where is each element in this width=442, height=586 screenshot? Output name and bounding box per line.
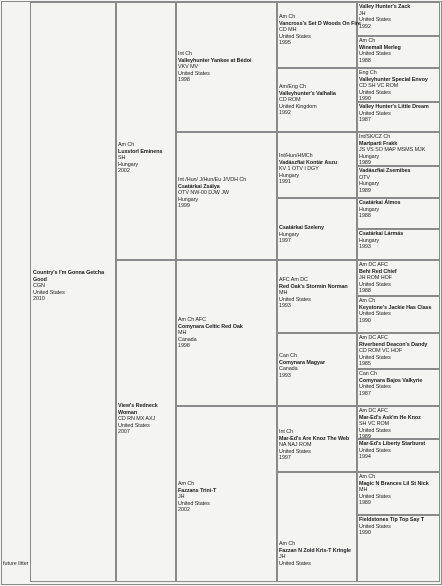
gen2-entry-3-line-3: United States — [178, 500, 210, 507]
gen4-entry-8-line-4: 1988 — [359, 288, 371, 294]
gen4-entry-4 — [359, 134, 425, 167]
dog-entry — [33, 270, 104, 303]
gen2-entry-3-line-2: JH — [178, 494, 185, 500]
gen4-entry-3 — [359, 104, 429, 124]
gen2-entry-2-line-3: Canada — [178, 336, 197, 343]
gen2-entry-1-line-1: Csatárkai Zsálya — [178, 183, 220, 190]
gen4-entry-0-line-1: JH — [359, 10, 366, 17]
gen3-entry-3-line-0: Csatárkai Szeleny — [279, 225, 324, 231]
footer-line-1: future — [3, 561, 17, 567]
gen4-entry-2-line-1: Valleyhunter Special Envoy — [359, 76, 428, 83]
gen4-entry-12 — [359, 408, 421, 441]
gen4-entry-4-line-4: 1989 — [359, 160, 371, 166]
gen4-entry-15-line-0: Fieldstones Tip Top Say T — [359, 517, 425, 523]
gen3-entry-0-line-1: Vancross's Set D Woods On Fire — [279, 20, 361, 27]
gen3-entry-6-line-0: Int Ch — [279, 429, 294, 435]
gen4-entry-7-line-1: Hungary — [359, 237, 380, 244]
gen2-entry-1-line-2: OTV NW-00 DJW JW — [178, 190, 229, 196]
gen4-entry-15-line-2: 1990 — [359, 530, 371, 536]
sire-entry-line-2: SH — [118, 155, 126, 161]
gen3-entry-2 — [279, 153, 337, 186]
gen4-entry-6 — [359, 200, 401, 220]
gen4-entry-14-line-3: United States — [359, 493, 391, 500]
gen4-entry-7-line-0: Csatárkai Lármás — [359, 231, 404, 237]
gen4-entry-1-line-3: 1988 — [359, 57, 371, 64]
gen3-entry-0-line-3: United States — [279, 33, 311, 40]
gen4-entry-9-line-0: Am Ch — [359, 298, 376, 304]
dam-entry-line-2: CD RN MX AXJ — [118, 416, 156, 422]
gen3-entry-0-line-0: Am Ch — [279, 14, 296, 20]
gen4-entry-14-line-0: Am Ch — [359, 474, 376, 480]
gen3-entry-5 — [279, 353, 325, 379]
gen4-entry-5-line-3: 1989 — [359, 187, 371, 194]
gen3-entry-1-line-0: Am/Eng Ch — [279, 84, 307, 90]
sire-entry-line-3: Hungary — [118, 161, 139, 168]
gen4-entry-2-line-0: Eng Ch — [359, 70, 377, 76]
gen3-entry-1-line-3: United Kingdom — [279, 103, 317, 110]
gen4-entry-10-line-0: Am DC AFC — [359, 335, 388, 341]
gen2-entry-3-line-1: Fazzans Trini-T — [178, 487, 217, 494]
gen4-entry-0-line-0: Valley Hunter's Zack — [359, 4, 411, 10]
gen4-entry-10-line-1: Riverbend Deacon's Dandy — [359, 341, 428, 348]
gen4-entry-2-line-4: 1990 — [359, 96, 371, 102]
gen4-entry-12-line-3: United States — [359, 427, 391, 434]
gen4-entry-8-line-0: Am DC AFC — [359, 262, 388, 268]
dog-entry-line-4: 2010 — [33, 296, 45, 302]
gen4-entry-2 — [359, 70, 428, 103]
gen3-entry-4 — [279, 277, 348, 310]
gen3-entry-3-line-2: 1997 — [279, 238, 291, 244]
gen4-entry-5-line-1: OTV — [359, 174, 370, 181]
gen2-entry-3-line-0: Am Ch — [178, 481, 195, 487]
gen4-entry-13-line-1: United States — [359, 447, 391, 454]
gen3-entry-7 — [279, 541, 351, 567]
sire-entry-line-1: Luxstorl Eminens — [118, 148, 163, 155]
dam-entry — [118, 403, 158, 436]
dam-entry-line-1: Woman — [118, 409, 138, 416]
dog-entry-line-1: Good — [33, 276, 47, 283]
gen3-entry-2-line-3: Hungary — [279, 172, 300, 179]
gen2-entry-0 — [178, 51, 251, 84]
gen4-entry-11-line-1: Comynara Bajos Valkyrie — [359, 377, 423, 384]
gen4-entry-6-line-0: Csatárkai Álmos — [359, 200, 401, 206]
gen3-entry-3-line-1: Hungary — [279, 231, 300, 238]
gen2-entry-1 — [178, 177, 246, 210]
dam-entry-line-4: 2007 — [118, 429, 130, 435]
gen4-entry-1-line-1: Winemall Merleg — [359, 44, 401, 51]
gen3-entry-4-line-4: 1993 — [279, 303, 291, 309]
gen2-entry-1-line-0: Int /Hun/ J/Hun/Eu J/VDH Ch — [178, 177, 247, 183]
gen4-entry-9-line-2: United States — [359, 311, 391, 317]
gen4-entry-7-line-2: 1993 — [359, 244, 371, 250]
gen4-entry-0-line-3: 1992 — [359, 23, 371, 30]
gen2-entry-1-line-4: 1999 — [178, 203, 190, 209]
gen3-entry-2-line-0: Int/Hun/HMCh — [279, 153, 313, 159]
gen3-entry-0-line-2: CD MH — [279, 27, 297, 33]
gen4-entry-14-line-4: 1989 — [359, 500, 371, 506]
dam-entry-line-0: View's Redneck — [118, 403, 158, 409]
gen2-entry-2-line-2: MH — [178, 330, 187, 336]
gen4-entry-15-line-1: United States — [359, 523, 391, 530]
gen4-entry-9-line-3: 1990 — [359, 317, 371, 324]
gen4-entry-4-line-1: Martparti Frakk — [359, 140, 398, 147]
gen4-entry-4-line-0: Int/SK/CZ Ch — [359, 134, 391, 140]
gen4-entry-12-line-2: SH VC ROM — [359, 421, 390, 427]
gen2-entry-2-line-4: 1998 — [178, 343, 190, 349]
gen4-entry-12-line-4: 1989 — [359, 434, 371, 440]
gen3-entry-0-line-4: 1995 — [279, 40, 291, 46]
gen4-entry-15 — [359, 517, 424, 537]
gen4-entry-9 — [359, 298, 431, 324]
gen2-entry-0-line-1: Valleyhunter Yankee at Bédoi — [178, 57, 252, 64]
gen4-entry-4-line-2: JS VS SO MAP MSMS MJK — [359, 147, 426, 153]
gen4-entry-10 — [359, 335, 427, 368]
gen3-entry-6-line-1: Mar-Ed's Are Knoz The Web — [279, 435, 350, 442]
gen3-entry-7-line-3: United States — [279, 560, 311, 567]
gen4-entry-7 — [359, 231, 403, 251]
gen4-entry-11 — [359, 371, 422, 397]
gen2-entry-2-line-0: Am Ch AFC — [178, 317, 207, 323]
gen4-entry-5 — [359, 168, 411, 194]
gen3-entry-5-line-1: Comynara Magyar — [279, 359, 325, 366]
gen3-entry-1-line-4: 1992 — [279, 110, 291, 116]
gen4-entry-8-line-3: United States — [359, 281, 391, 288]
gen2-entry-0-line-2: VKV MV — [178, 64, 199, 70]
gen3-entry-6-line-2: NA NAJ ROM — [279, 442, 312, 448]
gen3-entry-4-line-0: AFC Am DC — [279, 277, 308, 283]
gen4-entry-3-line-0: Valley Hunter's Little Dream — [359, 104, 429, 110]
dog-entry-line-3: United States — [33, 289, 65, 296]
gen3-entry-0 — [279, 14, 361, 47]
gen4-entry-10-line-4: 1985 — [359, 361, 371, 367]
gen2-entry-0-line-0: Int Ch — [178, 51, 193, 57]
gen4-entry-6-line-1: Hungary — [359, 206, 380, 213]
gen2-entry-2 — [178, 317, 243, 350]
gen4-entry-13 — [359, 441, 425, 461]
gen2-entry-0-line-3: United States — [178, 70, 210, 77]
gen4-entry-3-line-2: 1987 — [359, 117, 371, 123]
gen4-entry-8-line-2: JH ROM HOF — [359, 275, 393, 281]
gen2-entry-3 — [178, 481, 216, 514]
gen4-entry-0-line-2: United States — [359, 17, 391, 23]
gen3-entry-7-line-1: Fazzan N Zold Kris-T Kringle — [279, 547, 351, 554]
gen3-entry-5-line-0: Can Ch — [279, 353, 297, 359]
gen4-entry-1-line-0: Am Ch — [359, 38, 376, 44]
gen4-entry-4-line-3: Hungary — [359, 153, 380, 160]
gen1-cell-0 — [116, 2, 176, 260]
gen4-entry-13-line-0: Mar-Ed's Liberty Starburst — [359, 441, 426, 447]
gen4-entry-1-line-2: United States — [359, 51, 391, 57]
gen3-entry-1-line-2: CD ROM — [279, 97, 301, 103]
gen4-entry-12-line-1: Mar-Ed's Ask'm He Knoz — [359, 414, 421, 421]
gen4-entry-5-line-2: Hungary — [359, 181, 380, 187]
gen4-entry-10-line-3: United States — [359, 354, 391, 361]
gen2-entry-2-line-1: Comynara Celtic Red Oak — [178, 323, 243, 330]
gen4-entry-10-line-2: CD ROM VC HOF — [359, 348, 403, 354]
sire-entry-line-0: Am Ch — [118, 142, 135, 148]
gen3-entry-4-line-3: United States — [279, 296, 311, 303]
gen3-entry-7-line-0: Am Ch — [279, 541, 296, 547]
gen4-entry-9-line-1: Keystone's Jackie Has Class — [359, 304, 432, 311]
gen3-entry-1 — [279, 84, 336, 117]
gen2-entry-3-line-4: 2002 — [178, 507, 190, 513]
gen3-entry-4-line-1: Red Oak's Stormin Norman — [279, 283, 348, 290]
gen3-entry-5-line-2: Canada — [279, 366, 298, 372]
gen4-entry-14-line-2: MH — [359, 487, 368, 493]
gen3-entry-5-line-3: 1993 — [279, 372, 291, 379]
gen4-entry-11-line-0: Can Ch — [359, 371, 377, 377]
gen4-entry-0 — [359, 4, 410, 30]
gen4-entry-14-line-1: Magic N Brances Lil St Nick — [359, 480, 429, 487]
gen3-entry-4-line-2: MH — [279, 290, 288, 296]
gen3-entry-6-line-3: United States — [279, 448, 311, 455]
gen3-entry-3 — [279, 225, 324, 245]
gen3-entry-6-line-4: 1997 — [279, 455, 291, 461]
gen4-entry-13-line-2: 1994 — [359, 454, 371, 460]
gen3-entry-6 — [279, 429, 349, 462]
gen3-entry-1-line-1: Valleyhunter's Valhalla — [279, 90, 336, 97]
gen3-entry-2-line-4: 1991 — [279, 179, 291, 185]
sire-entry — [118, 142, 162, 175]
dog-entry-line-0: Country's I'm Gonna Getcha — [33, 270, 105, 276]
gen4-entry-8-line-1: Behi Red Chief — [359, 268, 397, 275]
gen4-entry-11-line-3: 1987 — [359, 390, 371, 397]
gen4-entry-8 — [359, 262, 397, 295]
gen4-entry-2-line-3: United States — [359, 89, 391, 96]
sire-entry-line-4: 2002 — [118, 168, 130, 174]
gen4-entry-6-line-2: 1988 — [359, 213, 371, 219]
gen4-entry-1 — [359, 38, 401, 64]
gen2-entry-0-line-4: 1998 — [178, 77, 190, 83]
dog-entry-line-2: CGN — [33, 283, 45, 289]
footer-line-2: litter — [18, 561, 29, 567]
gen3-entry-7-line-2: JH — [279, 554, 286, 560]
footer-note — [3, 561, 28, 568]
gen4-entry-5-line-0: Vadászfiai Zsemibes — [359, 168, 411, 174]
gen4-entry-3-line-1: United States — [359, 110, 391, 117]
dam-entry-line-3: United States — [118, 422, 150, 429]
gen4-entry-12-line-0: Am DC AFC — [359, 408, 388, 414]
gen4-entry-2-line-2: CD SH VC ROM — [359, 83, 399, 89]
gen3-entry-2-line-1: Vadászfiai Kontár Aszu — [279, 159, 338, 166]
gen3-entry-2-line-2: KV 1 OTV I DGY — [279, 166, 319, 172]
gen4-entry-14 — [359, 474, 429, 507]
gen2-entry-1-line-3: Hungary — [178, 196, 199, 203]
gen4-entry-11-line-2: United States — [359, 384, 391, 390]
